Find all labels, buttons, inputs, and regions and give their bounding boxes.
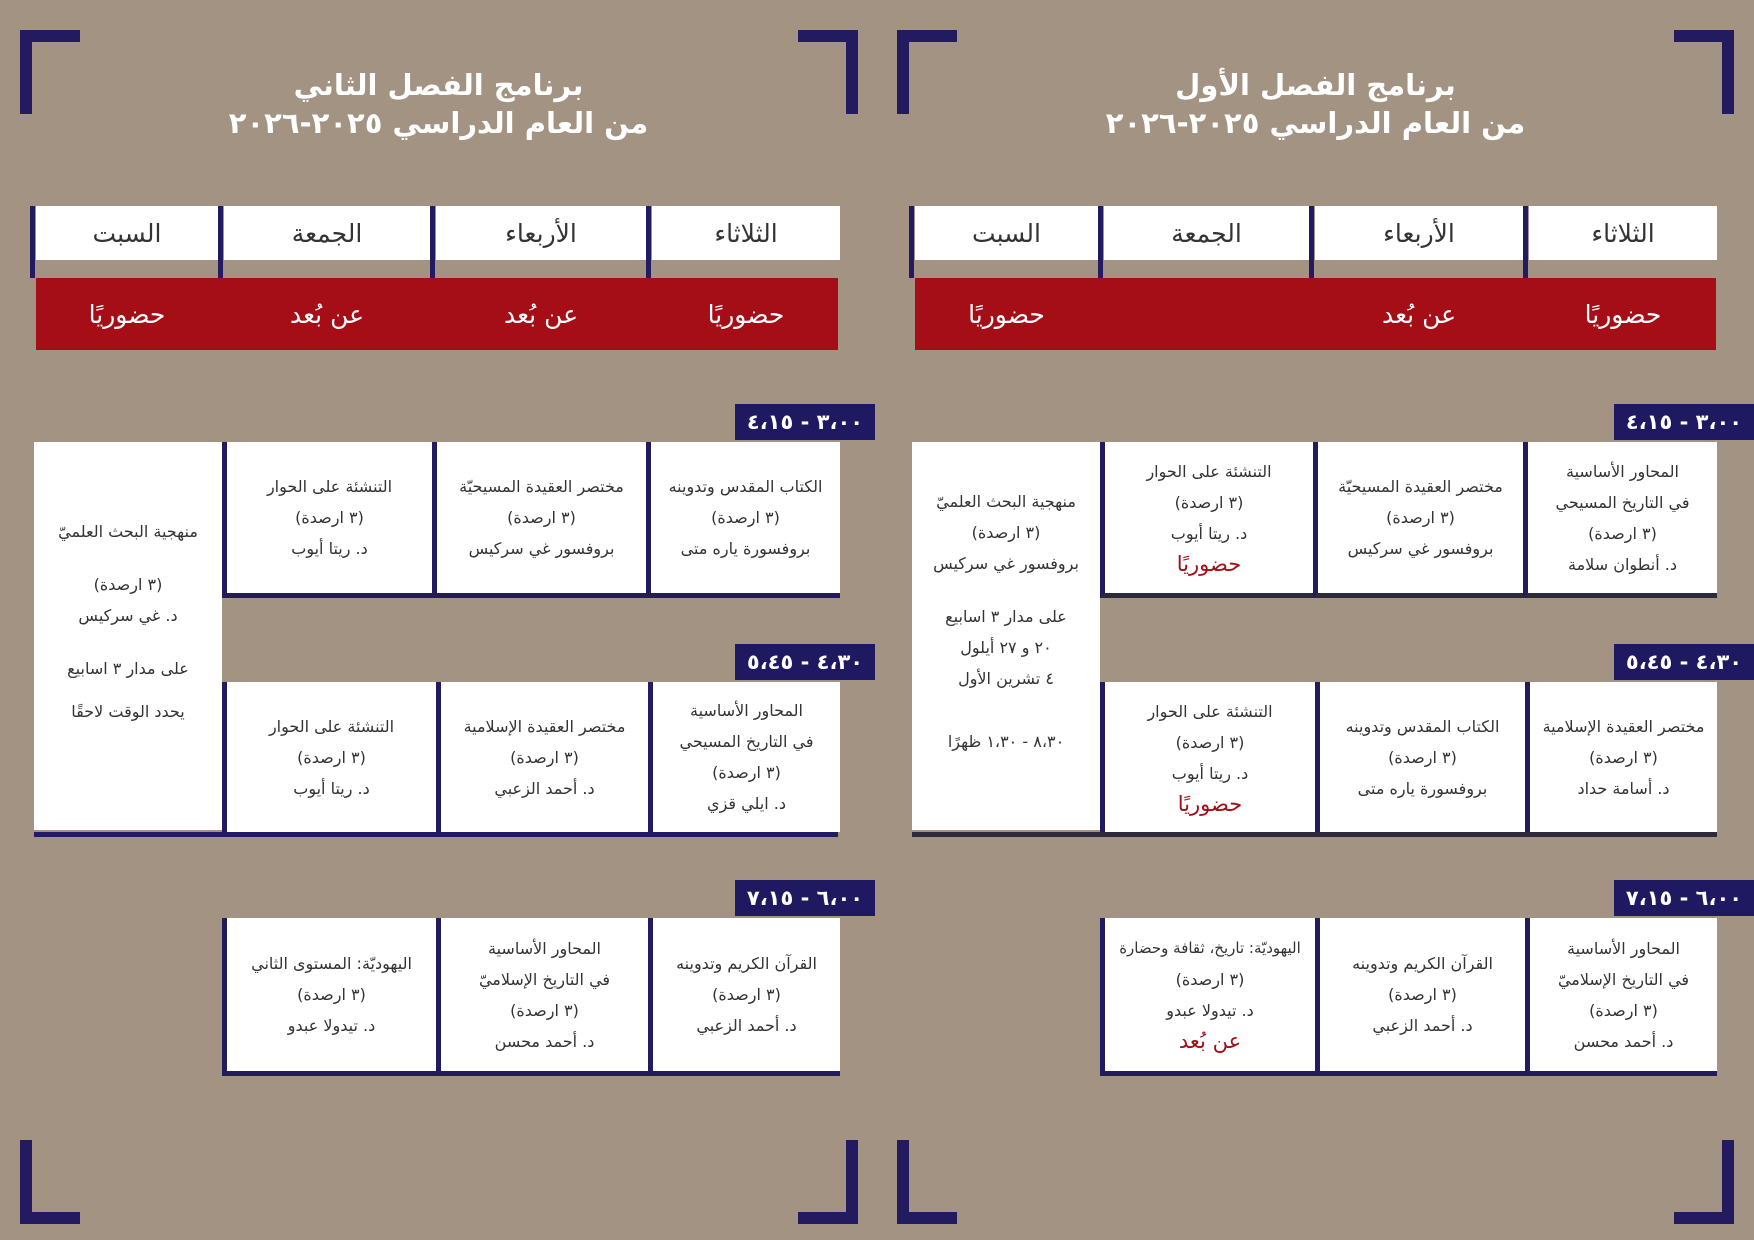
course-schedule: ٤ تشرين الأول [958,669,1054,688]
mode-tuesday: حضوريًا [1584,299,1662,329]
day-saturday: السبت [915,206,1098,260]
course-schedule: يحدد الوقت لاحقًا [71,702,185,721]
course-cell: مختصر العقيدة الإسلامية (٣ ارصدة) د. أحمد الزعبي [436,682,648,832]
course-cell: التنشئة على الحوار (٣ ارصدة) د. ريتا أيوب حضوريًا [1100,682,1315,832]
day-friday: الجمعة [224,206,430,260]
mode-wednesday: عن بُعد [503,299,579,329]
day-wednesday: الأربعاء [436,206,646,260]
time-slot-2: ٤،٣٠ - ٥،٤٥ [735,644,875,680]
row-divider [34,832,838,837]
day-tuesday: الثلاثاء [652,206,840,260]
course-cell: مختصر العقيدة المسيحيّة (٣ ارصدة) بروفسور غي سركيس [1313,442,1523,598]
attendance-mode: عن بُعد [1178,1029,1242,1053]
mode-saturday: حضوريًا [968,299,1045,329]
time-slot-3: ٦،٠٠ - ٧،١٥ [1614,880,1754,916]
mode-tuesday: حضوريًا [707,299,785,329]
mode-wednesday: عن بُعد [1381,299,1457,329]
semester1-panel [877,0,1754,1240]
mode-friday [1104,278,1309,350]
semester2-title: برنامج الفصل الثاني من العام الدراسي ٢٠٢٥-٢٠٢٦ [228,68,649,140]
course-cell: مختصر العقيدة المسيحيّة (٣ ارصدة) بروفسور غي سركيس [432,442,646,598]
mode-friday: عن بُعد [289,299,365,329]
course-cell: المحاور الأساسية في التاريخ المسيحي (٣ ارصدة) د. أنطوان سلامة [1523,442,1717,598]
course-cell: الكتاب المقدس وتدوينه (٣ ارصدة) بروفسورة ياره متى [1315,682,1525,832]
day-tuesday: الثلاثاء [1529,206,1717,260]
course-title: منهجية البحث العلميّ [58,522,198,541]
course-schedule: على مدار ٣ اسابيع [945,607,1067,626]
course-cell: التنشئة على الحوار (٣ ارصدة) د. ريتا أيوب [222,682,436,832]
course-schedule: على مدار ٣ اسابيع [67,659,189,678]
course-cell: المحاور الأساسية في التاريخ الإسلاميّ (٣ ارصدة) د. أحمد محسن [1525,918,1717,1076]
course-schedule: ٢٠ و ٢٧ أيلول [960,638,1052,657]
mode-saturday: حضوريًا [88,299,166,329]
time-slot-2: ٤،٣٠ - ٥،٤٥ [1614,644,1754,680]
course-time: ٨،٣٠ - ١،٣٠ ظهرًا [947,732,1065,751]
course-cell: اليهوديّة: المستوى الثاني (٣ ارصدة) د. تيدولا عبدو [222,918,436,1076]
day-friday: الجمعة [1104,206,1309,260]
day-wednesday: الأربعاء [1315,206,1523,260]
course-cell: التنشئة على الحوار (٣ ارصدة) د. ريتا أيوب [222,442,432,598]
course-cell: التنشئة على الحوار (٣ ارصدة) د. ريتا أيوب حضوريًا [1100,442,1313,598]
day-saturday: السبت [36,206,218,260]
course-cell: المحاور الأساسية في التاريخ المسيحي (٣ ارصدة) د. ايلي قزي [648,682,840,832]
attendance-mode: حضوريًا [1176,552,1242,576]
saturday-course-cell [912,442,1100,830]
saturday-course-cell [34,442,222,830]
course-credits: (٣ ارصدة) [93,575,163,594]
course-cell: اليهوديّة: تاريخ، ثقافة وحضارة (٣ ارصدة) د. تيدولا عبدو عن بُعد [1100,918,1315,1076]
time-slot-3: ٦،٠٠ - ٧،١٥ [735,880,875,916]
course-credits: (٣ ارصدة) [971,523,1041,542]
time-slot-1: ٣،٠٠ - ٤،١٥ [735,404,875,440]
course-cell: القرآن الكريم وتدوينه (٣ ارصدة) د. أحمد الزعبي [648,918,840,1076]
course-cell: المحاور الأساسية في التاريخ الإسلاميّ (٣ ارصدة) د. أحمد محسن [436,918,648,1076]
course-instructor: د. غي سركيس [78,606,178,625]
time-slot-1: ٣،٠٠ - ٤،١٥ [1614,404,1754,440]
course-title: منهجية البحث العلميّ [936,492,1076,511]
course-cell: مختصر العقيدة الإسلامية (٣ ارصدة) د. أسامة حداد [1525,682,1717,832]
attendance-mode: حضوريًا [1177,791,1243,816]
course-cell: الكتاب المقدس وتدوينه (٣ ارصدة) بروفسورة ياره متى [646,442,840,598]
row-divider [912,832,1717,837]
course-instructor: بروفسور غي سركيس [933,554,1079,573]
course-cell: القرآن الكريم وتدوينه (٣ ارصدة) د. أحمد الزعبي [1315,918,1525,1076]
semester1-title: برنامج الفصل الأول من العام الدراسي ٢٠٢٥-٢٠٢٦ [1105,68,1526,140]
